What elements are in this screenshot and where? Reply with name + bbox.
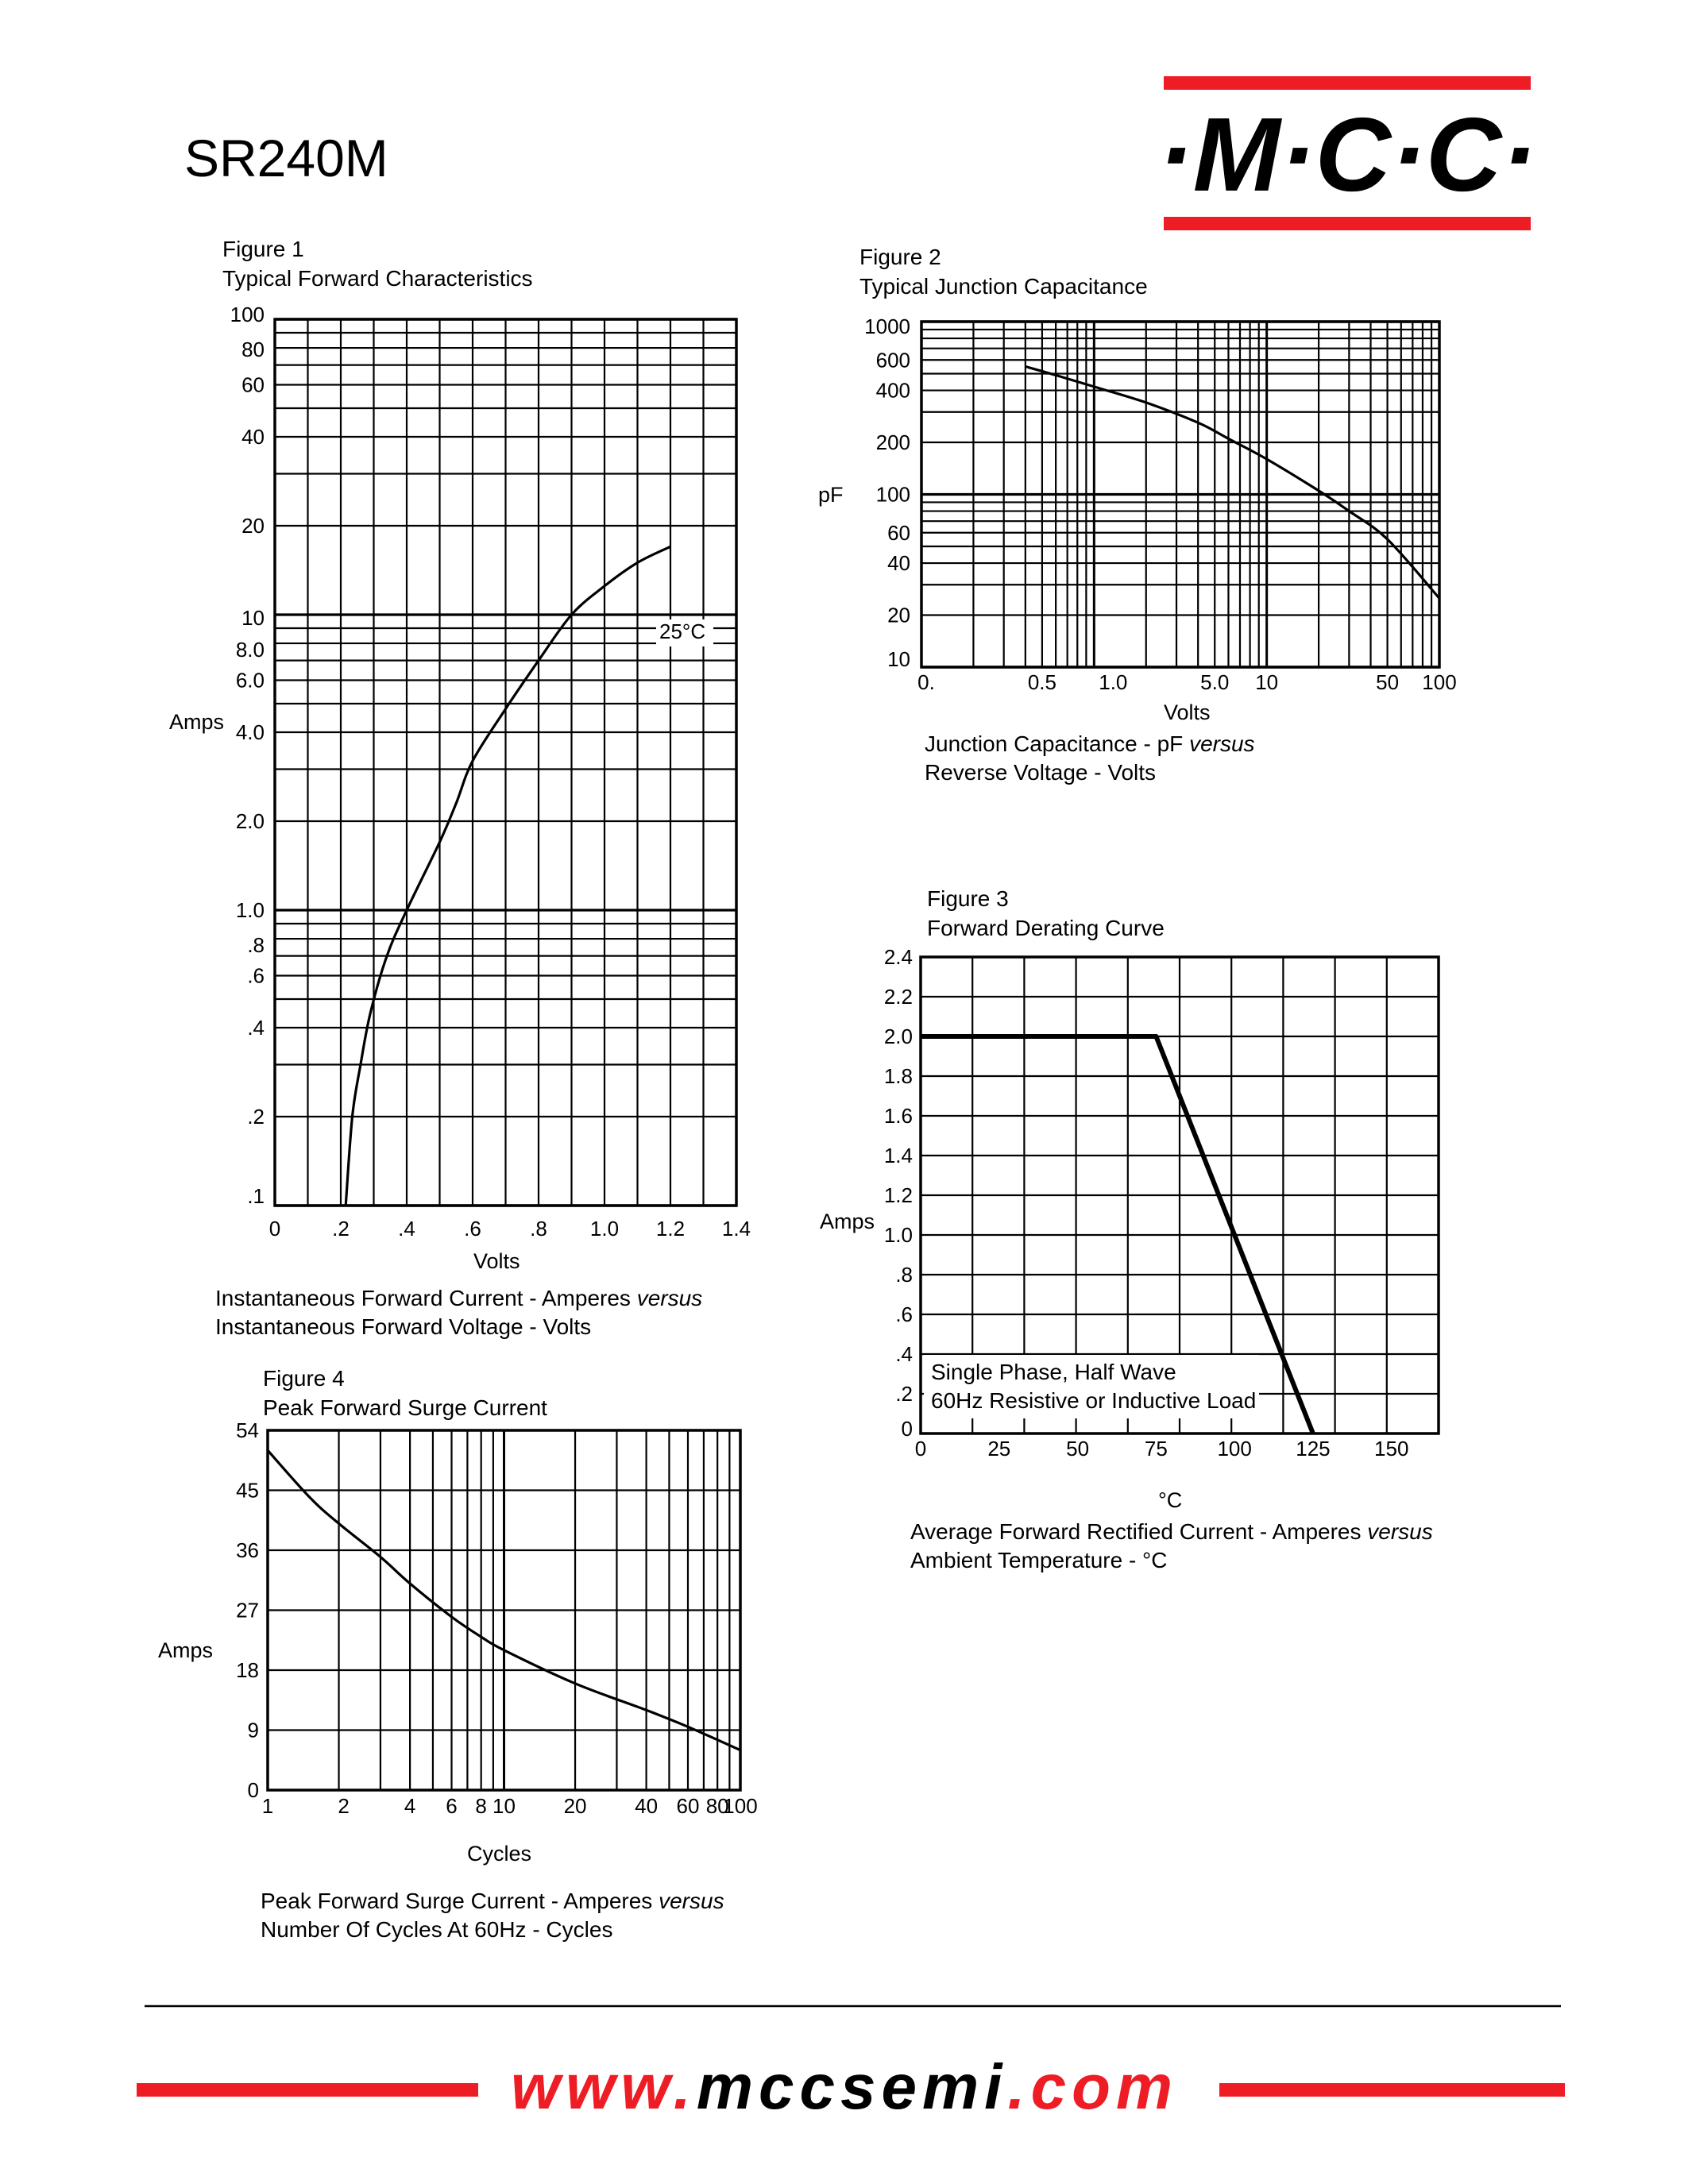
figure-1-title: Typical Forward Characteristics <box>222 266 533 291</box>
y-tick-label: 6.0 <box>235 668 265 693</box>
figure-1-plot <box>230 303 751 1241</box>
x-tick-label: 1.4 <box>721 1217 751 1241</box>
x-tick-label: 4 <box>404 1794 416 1818</box>
x-tick-label: 0 <box>268 1217 281 1241</box>
x-tick-label: 10 <box>1255 670 1279 694</box>
figure-3-label: Figure 3 <box>927 886 1009 911</box>
logo-top-bar <box>1164 76 1531 90</box>
y-tick-label: 100 <box>875 482 910 507</box>
figure-4-surge-current <box>158 1366 758 1942</box>
figure-3-ylabel: Amps <box>820 1210 875 1233</box>
figure-2-ylabel: pF <box>818 483 844 507</box>
y-tick-label: 9 <box>247 1718 259 1742</box>
y-tick-label: 1.8 <box>883 1064 913 1088</box>
y-tick-label: 1.0 <box>235 898 265 922</box>
figure-1-label: Figure 1 <box>222 237 304 261</box>
x-tick-label: 5.0 <box>1200 670 1230 694</box>
y-tick-label: 200 <box>875 430 910 455</box>
y-tick-label: 2.0 <box>883 1024 913 1048</box>
figure-4-caption-line1: Peak Forward Surge Current - Amperes versus <box>261 1889 724 1913</box>
y-tick-label: 1.2 <box>883 1183 913 1207</box>
figure-2-title: Typical Junction Capacitance <box>859 274 1148 299</box>
x-tick-label: 0. <box>917 670 935 694</box>
figure-3-xlabel: °C <box>1158 1488 1183 1512</box>
y-tick-label: .1 <box>247 1184 265 1208</box>
y-tick-label: 27 <box>236 1598 259 1623</box>
figure-4-label: Figure 4 <box>263 1366 345 1391</box>
x-tick-label: 50 <box>1066 1437 1090 1461</box>
x-tick-label: 1 <box>261 1794 274 1818</box>
figure-4-plot <box>236 1418 758 1818</box>
x-tick-label: 20 <box>563 1794 587 1818</box>
y-tick-label: 60 <box>887 520 910 545</box>
figure-3-note-line1: Single Phase, Half Wave <box>931 1360 1176 1384</box>
x-tick-label: 2 <box>338 1794 350 1818</box>
figure-1-forward-characteristics <box>169 237 751 1339</box>
figure-1-annotation: 25°C <box>659 619 706 643</box>
x-tick-label: 1.2 <box>655 1217 686 1241</box>
y-tick-label: 0 <box>247 1778 259 1802</box>
x-tick-label: 60 <box>676 1794 700 1818</box>
figure-4-caption-line2: Number Of Cycles At 60Hz - Cycles <box>261 1917 613 1942</box>
series-line <box>346 546 670 1206</box>
y-tick-label: 54 <box>236 1418 259 1442</box>
y-tick-label: 8.0 <box>235 638 265 662</box>
figure-3-caption-line2: Ambient Temperature - °C <box>910 1548 1168 1572</box>
y-tick-label: 1000 <box>864 314 910 338</box>
x-tick-label: .2 <box>332 1217 350 1241</box>
x-tick-label: 125 <box>1296 1437 1331 1461</box>
y-tick-label: 20 <box>887 603 910 627</box>
mcc-logo <box>1158 76 1536 230</box>
x-tick-label: 50 <box>1376 670 1400 694</box>
footer-url: www.mccsemi.com <box>510 2051 1179 2122</box>
x-tick-label: .8 <box>530 1217 547 1241</box>
x-tick-label: 6 <box>446 1794 458 1818</box>
y-tick-label: 2.0 <box>235 809 265 834</box>
y-tick-label: .2 <box>895 1382 913 1406</box>
y-tick-label: 36 <box>236 1538 259 1562</box>
x-tick-label: 40 <box>635 1794 659 1818</box>
figure-2-xlabel: Volts <box>1164 700 1211 724</box>
figure-4-ylabel: Amps <box>158 1638 214 1662</box>
figure-4-xlabel: Cycles <box>467 1842 532 1866</box>
y-tick-label: 45 <box>236 1478 259 1503</box>
x-tick-label: 150 <box>1374 1437 1409 1461</box>
x-tick-label: 1.0 <box>1099 670 1128 694</box>
x-tick-label: .6 <box>464 1217 481 1241</box>
x-tick-label: 80 <box>705 1794 729 1818</box>
y-tick-label: 18 <box>236 1658 259 1682</box>
x-tick-label: 1.0 <box>589 1217 620 1241</box>
figure-2-caption-line1: Junction Capacitance - pF versus <box>925 731 1255 756</box>
figure-3-note-line2: 60Hz Resistive or Inductive Load <box>931 1388 1257 1413</box>
y-tick-label: .4 <box>895 1342 913 1366</box>
x-tick-label: 10 <box>492 1794 516 1818</box>
y-tick-label: .8 <box>247 933 265 958</box>
y-tick-label: 4.0 <box>235 720 265 745</box>
y-tick-label: 20 <box>241 514 265 538</box>
footer-right-bar <box>1219 2083 1565 2097</box>
y-tick-label: 1.0 <box>883 1223 913 1247</box>
figure-1-caption-line1: Instantaneous Forward Current - Amperes versus <box>215 1286 703 1310</box>
x-tick-label: 8 <box>475 1794 487 1818</box>
y-tick-label: .6 <box>247 963 265 988</box>
x-tick-label: .4 <box>398 1217 415 1241</box>
figure-1-caption-line2: Instantaneous Forward Voltage - Volts <box>215 1314 592 1339</box>
y-tick-label: 10 <box>241 606 265 630</box>
logo-bottom-bar <box>1164 217 1531 230</box>
y-tick-label: .2 <box>247 1105 265 1129</box>
figure-2-caption-line2: Reverse Voltage - Volts <box>925 760 1157 785</box>
y-tick-label: 80 <box>241 338 265 362</box>
x-tick-label: 0 <box>914 1437 927 1461</box>
figure-4-title: Peak Forward Surge Current <box>263 1395 547 1420</box>
x-tick-label: 100 <box>1217 1437 1252 1461</box>
y-tick-label: .6 <box>895 1302 913 1326</box>
y-tick-label: 400 <box>875 378 910 403</box>
figure-3-title: Forward Derating Curve <box>927 916 1165 940</box>
y-tick-label: 1.6 <box>883 1104 913 1128</box>
y-tick-label: 2.4 <box>883 945 913 969</box>
y-tick-label: 60 <box>241 372 265 397</box>
y-tick-label: .4 <box>247 1016 265 1040</box>
y-tick-label: 600 <box>875 348 910 372</box>
figure-3-caption-line1: Average Forward Rectified Current - Amperes versus <box>910 1519 1433 1544</box>
figure-1-xlabel: Volts <box>473 1249 520 1273</box>
figure-2-label: Figure 2 <box>859 245 941 269</box>
y-tick-label: .8 <box>895 1263 913 1287</box>
x-tick-label: 100 <box>723 1794 758 1818</box>
y-tick-label: 1.4 <box>883 1144 913 1167</box>
figure-3-derating-curve <box>820 886 1439 1572</box>
y-tick-label: 40 <box>887 551 910 576</box>
x-tick-label: 75 <box>1144 1437 1168 1461</box>
figure-1-ylabel: Amps <box>169 710 225 734</box>
y-tick-label: 100 <box>230 303 265 326</box>
x-tick-label: 25 <box>987 1437 1011 1461</box>
y-tick-label: 10 <box>887 647 910 671</box>
logo-text: ·M·C·C· <box>1157 96 1537 213</box>
part-number-title: SR240M <box>184 129 388 187</box>
figure-2-plot <box>864 314 1457 694</box>
x-tick-label: 0.5 <box>1027 670 1056 694</box>
figure-2-junction-capacitance <box>818 245 1457 785</box>
y-tick-label: 0 <box>901 1417 913 1441</box>
y-tick-label: 40 <box>241 425 265 450</box>
y-tick-label: 2.2 <box>883 985 913 1009</box>
footer-left-bar <box>137 2083 478 2097</box>
x-tick-label: 100 <box>1422 670 1457 694</box>
